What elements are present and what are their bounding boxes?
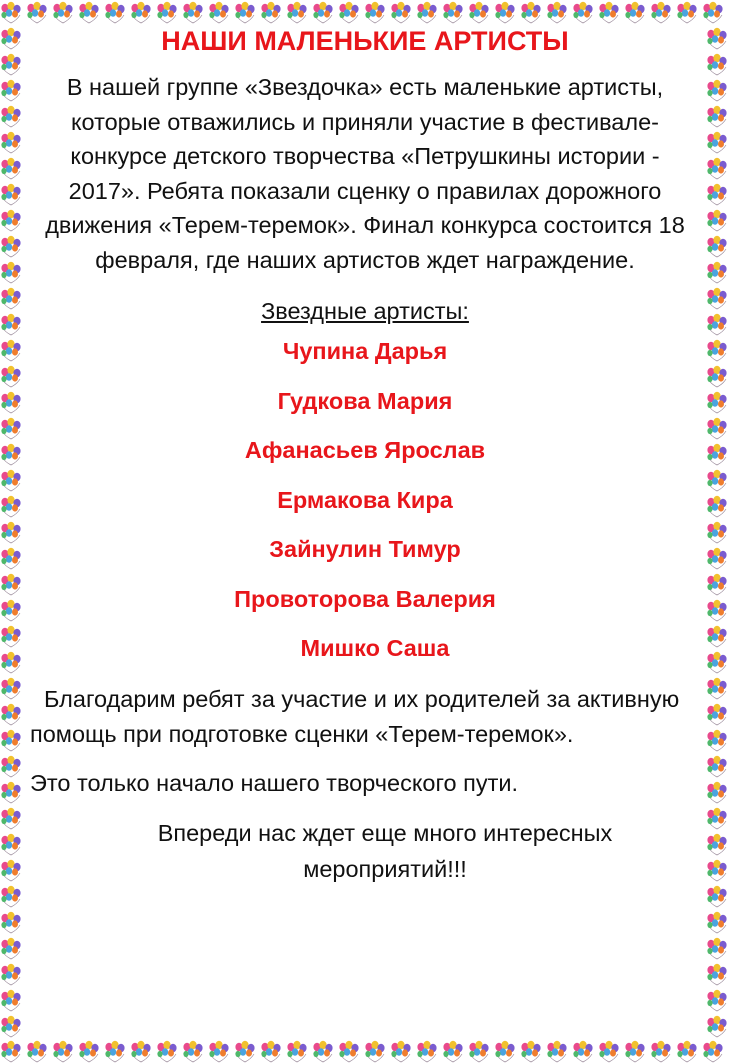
balloon-icon — [707, 496, 726, 517]
balloon-icon — [707, 1016, 726, 1037]
balloon-icon — [707, 288, 726, 309]
balloon-icon — [1, 678, 20, 699]
artist-name: Чупина Дарья — [282, 338, 448, 364]
balloon-icon — [1, 652, 20, 673]
balloon-icon — [1, 626, 20, 647]
balloon-icon — [105, 2, 124, 23]
balloon-icon — [707, 626, 726, 647]
balloon-icon — [707, 600, 726, 621]
balloon-icon — [707, 184, 726, 205]
balloon-icon — [235, 2, 254, 23]
balloon-icon — [599, 2, 618, 23]
balloon-icon — [625, 2, 644, 23]
balloon-icon — [1, 808, 20, 829]
balloon-icon — [1, 834, 20, 855]
balloon-icon — [469, 1041, 488, 1062]
balloon-icon — [1, 184, 20, 205]
balloon-icon — [1, 990, 20, 1011]
balloon-icon — [707, 938, 726, 959]
balloon-icon — [1, 704, 20, 725]
balloon-icon — [131, 2, 150, 23]
balloon-icon — [1, 600, 20, 621]
balloon-icon — [1, 28, 20, 49]
balloon-icon — [707, 678, 726, 699]
document-body — [30, 24, 700, 1034]
artist-name: Провоторова Валерия — [234, 585, 496, 612]
balloon-icon — [573, 1041, 592, 1062]
border-top — [1, 2, 722, 23]
artist-name: Зайнулин Тимур — [269, 536, 461, 562]
balloon-icon — [1, 860, 20, 881]
balloon-icon — [287, 2, 306, 23]
balloon-icon — [1, 886, 20, 907]
balloon-icon — [209, 2, 228, 23]
balloon-icon — [495, 1041, 514, 1062]
balloon-icon — [599, 1041, 618, 1062]
balloon-icon — [707, 54, 726, 75]
artists-list — [30, 335, 700, 664]
balloon-icon — [521, 1041, 540, 1062]
balloon-icon — [1, 392, 20, 413]
balloon-icon — [105, 1041, 124, 1062]
balloon-icon — [707, 704, 726, 725]
balloon-icon — [417, 2, 436, 23]
balloon-icon — [707, 28, 726, 49]
balloon-icon — [707, 132, 726, 153]
balloon-icon — [707, 652, 726, 673]
balloon-icon — [707, 756, 726, 777]
balloon-icon — [417, 1041, 436, 1062]
balloon-icon — [1, 548, 20, 569]
balloon-icon — [495, 2, 514, 23]
balloon-icon — [651, 1041, 670, 1062]
balloon-icon — [547, 2, 566, 23]
balloon-icon — [1, 418, 20, 439]
balloon-icon — [707, 990, 726, 1011]
balloon-icon — [1, 288, 20, 309]
balloon-icon — [707, 262, 726, 283]
balloon-icon — [157, 2, 176, 23]
balloon-icon — [1, 80, 20, 101]
balloon-icon — [443, 2, 462, 23]
balloon-icon — [651, 2, 670, 23]
balloon-icon — [27, 2, 46, 23]
balloon-icon — [677, 2, 696, 23]
balloon-icon — [707, 522, 726, 543]
balloon-icon — [1, 2, 20, 23]
balloon-icon — [707, 80, 726, 101]
balloon-icon — [1, 106, 20, 127]
thanks-paragraph: Благодарим ребят за участие и их родителей за активную помощь при подготовке сценки «Терем-теремок». — [30, 685, 680, 747]
balloon-icon — [707, 886, 726, 907]
closing-paragraph: Впереди нас ждет еще много интересных мероприятий!!! — [157, 819, 613, 882]
balloon-icon — [1, 496, 20, 517]
balloon-icon — [707, 210, 726, 231]
border-left — [1, 28, 20, 1037]
balloon-icon — [707, 730, 726, 751]
artist-name: Гудкова Мария — [277, 387, 453, 414]
border-right — [707, 28, 726, 1037]
balloon-icon — [287, 1041, 306, 1062]
balloon-icon — [131, 1041, 150, 1062]
balloon-icon — [1, 158, 20, 179]
balloon-icon — [1, 756, 20, 777]
balloon-icon — [707, 912, 726, 933]
balloon-icon — [707, 340, 726, 361]
beginning-paragraph: Это только начало нашего творческого пути. — [30, 769, 519, 796]
balloon-icon — [1, 470, 20, 491]
balloon-icon — [157, 1041, 176, 1062]
balloon-icon — [1, 912, 20, 933]
balloon-icon — [1, 210, 20, 231]
balloon-icon — [1, 1016, 20, 1037]
balloon-icon — [707, 444, 726, 465]
balloon-icon — [339, 2, 358, 23]
balloon-icon — [183, 1041, 202, 1062]
balloon-icon — [1, 938, 20, 959]
balloon-icon — [707, 834, 726, 855]
balloon-icon — [1, 782, 20, 803]
balloon-icon — [79, 1041, 98, 1062]
balloon-icon — [1, 444, 20, 465]
balloon-icon — [1, 730, 20, 751]
balloon-icon — [573, 2, 592, 23]
balloon-icon — [1, 262, 20, 283]
balloon-icon — [339, 1041, 358, 1062]
balloon-icon — [703, 1041, 722, 1062]
balloon-icon — [79, 2, 98, 23]
balloon-icon — [365, 1041, 384, 1062]
artist-name: Мишко Саша — [300, 635, 450, 661]
balloon-icon — [365, 2, 384, 23]
artist-name: Ермакова Кира — [277, 486, 453, 513]
balloon-icon — [1, 366, 20, 387]
balloon-icon — [1, 314, 20, 335]
balloon-icon — [707, 314, 726, 335]
balloon-icon — [1, 574, 20, 595]
balloon-icon — [1, 522, 20, 543]
border-bottom — [1, 1041, 722, 1062]
balloon-icon — [1, 236, 20, 257]
balloon-icon — [261, 2, 280, 23]
balloon-icon — [443, 1041, 462, 1062]
balloon-icon — [1, 340, 20, 361]
balloon-icon — [27, 1041, 46, 1062]
balloon-icon — [53, 2, 72, 23]
balloon-icon — [521, 2, 540, 23]
balloon-icon — [1, 132, 20, 153]
balloon-icon — [547, 1041, 566, 1062]
balloon-icon — [209, 1041, 228, 1062]
balloon-icon — [313, 2, 332, 23]
balloon-icon — [707, 106, 726, 127]
balloon-icon — [1, 964, 20, 985]
balloon-icon — [707, 236, 726, 257]
balloon-icon — [313, 1041, 332, 1062]
balloon-icon — [677, 1041, 696, 1062]
balloon-icon — [1, 1041, 20, 1062]
balloon-icon — [707, 418, 726, 439]
balloon-icon — [703, 2, 722, 23]
balloon-icon — [1, 54, 20, 75]
balloon-icon — [707, 158, 726, 179]
balloon-icon — [183, 2, 202, 23]
balloon-icon — [235, 1041, 254, 1062]
balloon-icon — [391, 1041, 410, 1062]
intro-paragraph: В нашей группе «Звездочка» есть маленькие артисты, которые отважились и приняли участие в фестивале-конкурсе детского творчества «Петрушкины истории - 2017». Ребята показали сценку о правилах дорожного движения «Терем-теремок». Финал конкурса состоится 18 февраля, где наших артистов ждет награждение. — [45, 74, 685, 273]
page-title: НАШИ МАЛЕНЬКИЕ АРТИСТЫ — [161, 26, 569, 56]
balloon-icon — [707, 574, 726, 595]
balloon-icon — [707, 860, 726, 881]
balloon-icon — [707, 470, 726, 491]
artist-name: Афанасьев Ярослав — [244, 437, 486, 463]
balloon-icon — [53, 1041, 72, 1062]
balloon-icon — [391, 2, 410, 23]
balloon-icon — [261, 1041, 280, 1062]
balloon-icon — [707, 782, 726, 803]
balloon-icon — [707, 548, 726, 569]
balloon-icon — [707, 366, 726, 387]
balloon-icon — [707, 392, 726, 413]
balloon-icon — [707, 964, 726, 985]
artists-heading: Звездные артисты: — [261, 298, 469, 324]
balloon-icon — [469, 2, 488, 23]
balloon-icon — [707, 808, 726, 829]
balloon-icon — [625, 1041, 644, 1062]
